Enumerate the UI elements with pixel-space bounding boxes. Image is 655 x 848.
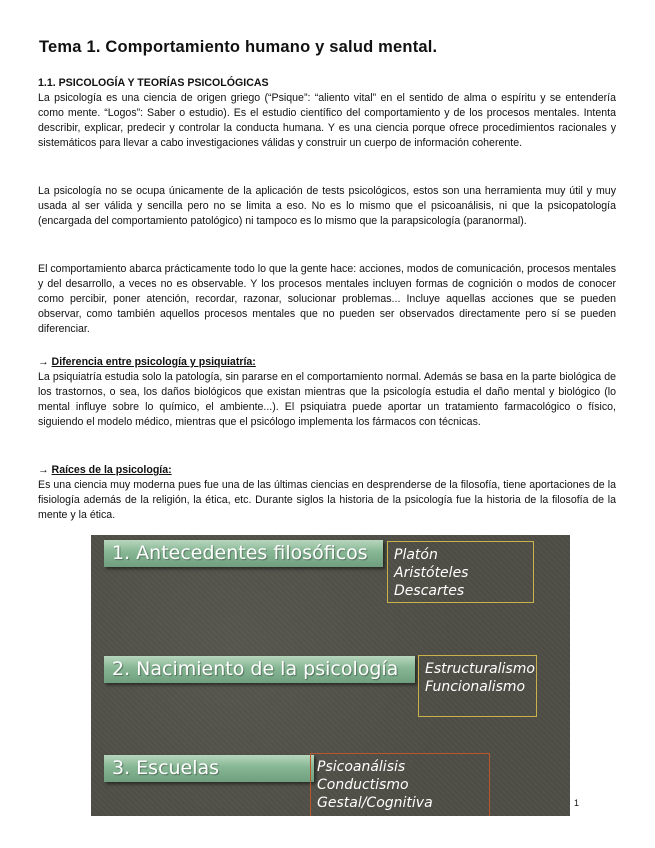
stage-nacimiento: 2. Nacimiento de la psicología bbox=[104, 656, 415, 683]
detail-item: Descartes bbox=[394, 583, 465, 599]
stage-antecedentes: 1. Antecedentes filosóficos bbox=[104, 540, 383, 567]
raices-heading: Raíces de la psicología: bbox=[51, 464, 172, 476]
arrow-icon: → bbox=[38, 356, 49, 368]
diferencia-text: La psiquiatría estudia solo la patología, sin pararse en el comportamiento normal. Además se basa en la parte biológica de los trastornos, o sea, los daños biológicos que existan mientras que la psicología estudia el daño mental y biológico (lo mental influye sobre lo químico, el ambiente...). El psiquiatra puede aportar un tratamiento farmacológico o físico, siguiendo el modelo médico, mientras que el psicólogo implementa los fármacos con técnicas. bbox=[38, 371, 616, 429]
diferencia-block bbox=[38, 355, 616, 430]
paragraph-tests: La psicología no se ocupa únicamente de la aplicación de tests psicológicos, estos son una herramienta muy útil y muy usada al ser válida y sencilla pero no se limita a eso. No es lo mismo que el psicoanálisis, ni que la psicopatología (encargada del comportamiento patológico) ni tampoco es lo mismo que la parapsicología (paranormal). bbox=[38, 185, 616, 228]
arrow-icon: → bbox=[38, 464, 49, 476]
stage-escuelas: 3. Escuelas bbox=[104, 755, 314, 782]
section-1-1 bbox=[38, 76, 616, 151]
detail-item: Funcionalismo bbox=[425, 679, 526, 695]
detail-item: Conductismo bbox=[317, 777, 409, 793]
section-heading: 1.1. PSICOLOGÍA Y TEORÍAS PSICOLÓGICAS bbox=[38, 77, 269, 89]
paragraph-comportamiento: El comportamiento abarca prácticamente todo lo que la gente hace: acciones, modos de comunicación, procesos mentales y del desarrollo, a veces no es observable. Y los procesos mentales incluyen formas de cognición o modos de conocer como percibir, poner atención, recordar, razonar, solucionar problemas... Incluye aquellas acciones que se pueden observar, como también aquellos procesos mentales que no pueden ser observados directamente pero sí se pueden diferenciar. bbox=[38, 263, 616, 336]
detail-antecedentes bbox=[387, 541, 534, 603]
detail-item: Estructuralismo bbox=[425, 661, 535, 677]
detail-item: Gestal/Cognitiva bbox=[317, 795, 433, 811]
history-diagram bbox=[91, 535, 570, 816]
detail-item: Psicoanálisis bbox=[317, 759, 406, 775]
detail-nacimiento bbox=[418, 655, 537, 717]
detail-item: Platón bbox=[394, 547, 438, 563]
detail-escuelas bbox=[310, 753, 490, 816]
raices-text: Es una ciencia muy moderna pues fue una de las últimas ciencias en desprenderse de la filosofía, tiene aportaciones de la fisiología además de la religión, la ética, etc. Durante siglos la historia de la psicología fue la historia de la filosofía de la mente y la ética. bbox=[38, 479, 616, 522]
paragraph-psicologia-definicion: La psicología es una ciencia de origen griego (“Psique”: “aliento vital” en el sentido de alma o espíritu y se entendería como mente. “Logos”: Saber o estudio). Es el estudio científico del comportamiento y de los procesos mentales. Intenta describir, explicar, predecir y controlar la conducta humana. Y es una ciencia porque ofrece procedimientos racionales y sistemáticos para llevar a cabo investigaciones válidas y construir un cuerpo de información coherente. bbox=[38, 92, 616, 150]
page-number: 1 bbox=[574, 798, 580, 808]
raices-block bbox=[38, 463, 616, 523]
diferencia-heading: Diferencia entre psicología y psiquiatría: bbox=[51, 356, 256, 368]
detail-item: Aristóteles bbox=[394, 565, 469, 581]
document-title: Tema 1. Comportamiento humano y salud mental. bbox=[39, 38, 438, 56]
